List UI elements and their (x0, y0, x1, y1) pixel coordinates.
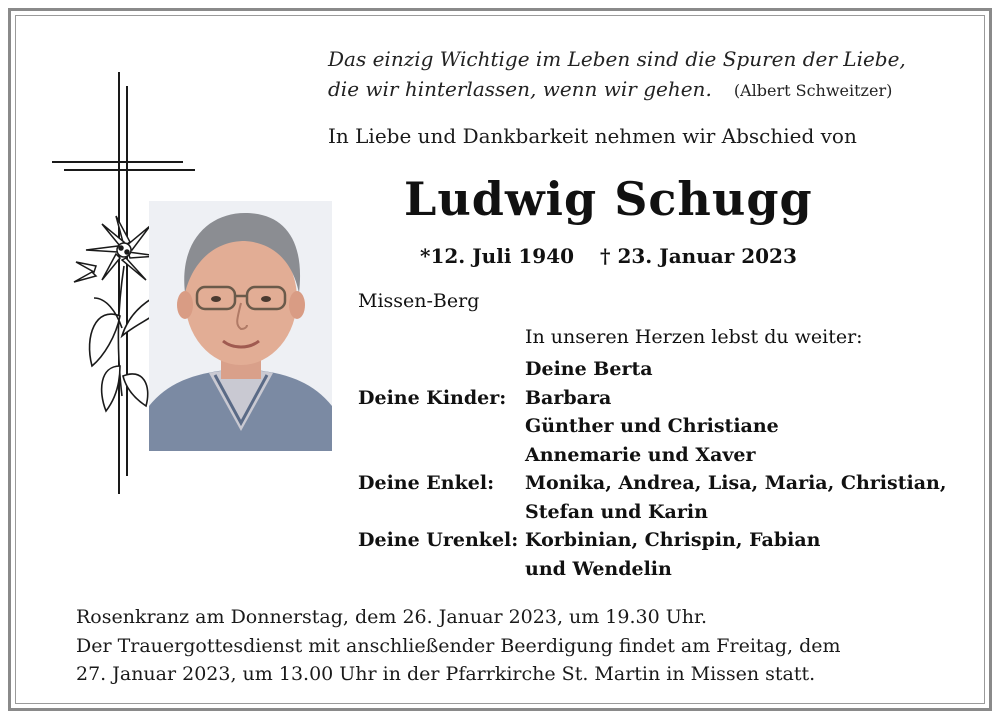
family-value: Korbinian, Chrispin, Fabian (525, 529, 821, 551)
service-line-1: Rosenkranz am Donnerstag, dem 26. Januar 2023, um 19.30 Uhr. (76, 606, 708, 628)
family-value: Deine Berta (525, 358, 653, 380)
hearts-line: In unseren Herzen lebst du weiter: (525, 326, 863, 348)
birth-date: *12. Juli 1940 (420, 244, 575, 268)
place-of-residence: Missen-Berg (358, 290, 480, 312)
family-label: Deine Kinder: (358, 386, 507, 409)
quote-line-2-text: die wir hinterlassen, wenn wir gehen. (328, 77, 712, 101)
family-label: Deine Urenkel: (358, 529, 519, 551)
portrait-photo (149, 201, 332, 451)
service-info (76, 603, 976, 689)
family-value: Günther und Christiane (525, 415, 779, 437)
quote-block (328, 44, 968, 106)
quote-author: (Albert Schweitzer) (733, 81, 893, 100)
family-label: Deine Enkel: (358, 472, 495, 494)
family-value: und Wendelin (525, 557, 672, 580)
quote-line-1: Das einzig Wichtige im Leben sind die Spuren der Liebe, (328, 47, 906, 71)
family-value: Monika, Andrea, Lisa, Maria, Christian, (525, 472, 947, 494)
service-line-3: 27. Januar 2023, um 13.00 Uhr in der Pfarrkirche St. Martin in Missen statt. (76, 663, 816, 685)
intro-line: In Liebe und Dankbarkeit nehmen wir Abschied von (328, 124, 857, 148)
life-dates (420, 244, 797, 268)
family-value: Stefan und Karin (525, 500, 708, 523)
deceased-name: Ludwig Schugg (404, 172, 813, 226)
quote-line-2 (328, 74, 968, 106)
family-value: Barbara (525, 386, 612, 409)
service-line-2: Der Trauergottesdienst mit anschließender Beerdigung findet am Freitag, dem (76, 634, 841, 657)
death-date: † 23. Januar 2023 (600, 244, 797, 268)
family-value: Annemarie und Xaver (525, 443, 756, 466)
